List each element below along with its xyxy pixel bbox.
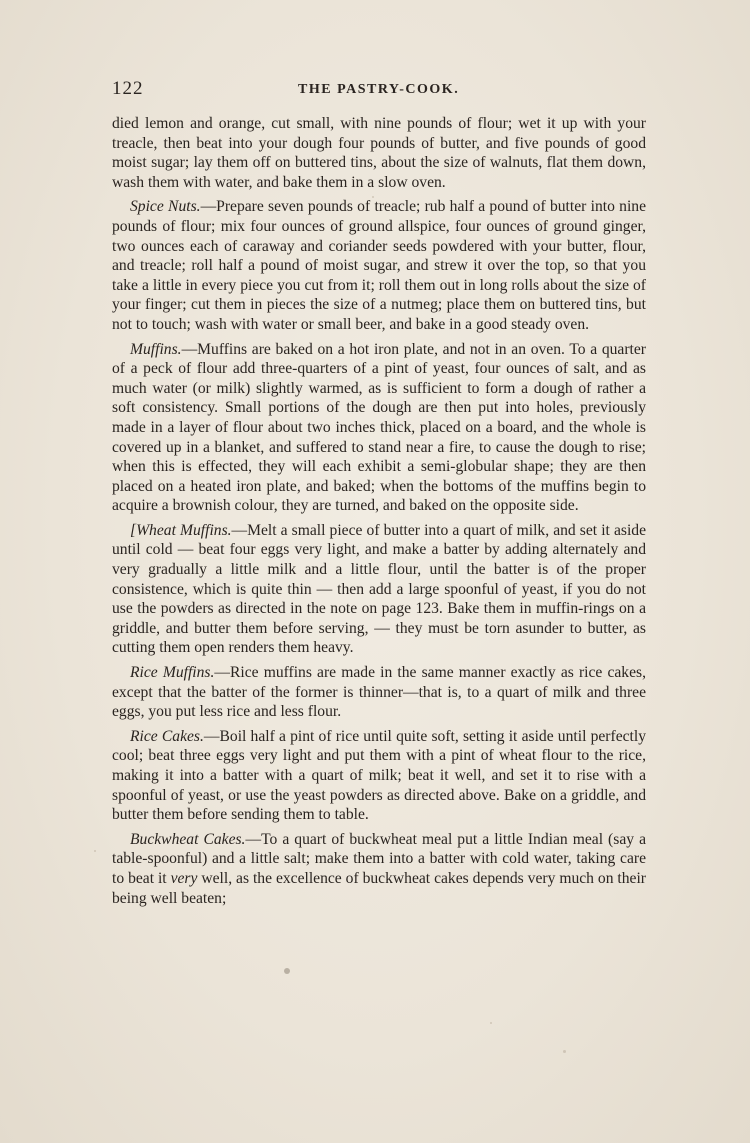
page-body — [112, 114, 646, 913]
running-head: THE PASTRY-COOK. — [298, 82, 460, 97]
page-header — [112, 78, 646, 102]
emphasis-text: very — [170, 869, 198, 887]
paper-speck — [372, 196, 374, 198]
recipe-heading: Spice Nuts. — [130, 198, 201, 216]
paragraph-continuation — [112, 114, 646, 192]
paragraph-text: —Prepare seven pounds of treacle; rub half a pound of butter into nine pounds of flour; mix four ounces of ground allspice, four ounces of ground ginger, two ounces each of caraway and coriander seeds powdered with your butter, flour, and treacle; roll half a pound of moist sugar, and strew it over the top, so that you take a little in every piece you cut from it; roll them out in long rolls about the size of your finger; cut them in pieces the size of a nutmeg; place them on buttered tins, but not to touch; wash with water or small beer, and bake in a good steady oven. — [112, 198, 646, 333]
recipe-heading: Buckwheat Cakes. — [130, 830, 246, 848]
paragraph-text: died lemon and orange, cut small, with nine pounds of flour; wet it up with your treacle, then beat into your dough four pounds of butter, and five pounds of good moist sugar; lay them off on buttered tins, about the size of walnuts, flat them down, wash them with water, and bake them in a slow oven. — [112, 115, 646, 191]
recipe-muffins — [112, 340, 646, 516]
paper-speck — [94, 850, 96, 852]
paragraph-text: —Melt a small piece of butter into a quart of milk, and set it aside until cold — beat four eggs very light, and make a batter by adding alternately and very gradually a little milk and a little flour, until the batter is of the proper consistence, which is quite thin — then add a large spoonful of yeast, if you do not use the powders as directed in the note on page 123. Bake them in muffin-rings on a griddle, and butter them before serving, — they must be torn asunder to butter, as cutting them open renders them heavy. — [112, 521, 646, 657]
recipe-heading: Rice Muffins. — [130, 664, 215, 682]
recipe-spice-nuts — [112, 197, 646, 334]
paragraph-text: —Muffins are baked on a hot iron plate, and not in an oven. To a quarter of a peck of flour add three-quarters of a pint of yeast, four ounces of salt, and as much water (or milk) slightly warmed, as is sufficient to form a dough of rather a soft consistency. Small portions of the dough are then put into holes, previously made in a layer of flour about two inches thick, placed on a board, and the whole is covered up in a blanket, and suffered to stand near a fire, to cause the dough to rise; when this is effected, they will each exhibit a semi-globular shape; they are then placed on a heated iron plate, and baked; when the bottoms of the muffins begin to acquire a brownish colour, they are turned, and baked on the opposite side. — [112, 340, 646, 515]
recipe-rice-muffins — [112, 663, 646, 722]
paper-speck — [563, 1050, 566, 1053]
paragraph-text: —Rice muffins are made in the same manner exactly as rice cakes, except that the batter of the former is thinner—that is, to a quart of milk and three eggs, you put less rice and less flour. — [112, 664, 646, 721]
recipe-heading: Muffins. — [130, 340, 182, 358]
recipe-rice-cakes — [112, 727, 646, 825]
paragraph-text: —Boil half a pint of rice until quite soft, setting it aside until perfectly cool; beat three eggs very light and put them with a pint of wheat flour to the rice, making it into a batter with a quart of milk; beat it well, and set it to rise with a spoonful of yeast, or use the yeast powders as directed above. Bake on a griddle, and butter them before sending them to table. — [112, 727, 646, 824]
recipe-buckwheat-cakes — [112, 830, 646, 908]
paper-speck — [284, 968, 290, 974]
paper-speck — [490, 1022, 492, 1024]
paragraph-text: —To a quart of buckwheat meal put a little Indian meal (say a table-spoonful) and a little salt; make them into a batter with cold water, taking care to beat it — [112, 830, 646, 887]
recipe-wheat-muffins — [112, 521, 646, 658]
recipe-heading: [Wheat Muffins. — [130, 521, 232, 539]
recipe-heading: Rice Cakes. — [130, 727, 204, 745]
paragraph-text: well, as the excellence of buckwheat cakes depends very much on their being well beaten; — [112, 869, 646, 907]
page-number: 122 — [112, 78, 144, 99]
